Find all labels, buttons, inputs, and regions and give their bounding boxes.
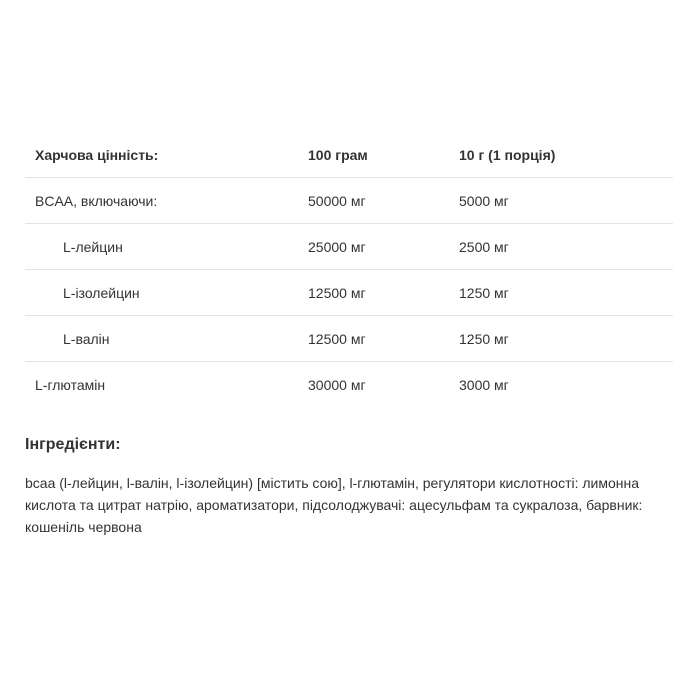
row-per-100g: 30000 мг: [308, 376, 366, 393]
table-row: [25, 316, 673, 362]
nutrition-table: [25, 133, 673, 407]
header-per-100g: 100 грам: [308, 147, 368, 163]
ingredients-title: Інгредієнти:: [25, 436, 121, 453]
row-name: L-ізолейцин: [63, 284, 140, 301]
row-name: L-глютамін: [35, 376, 106, 393]
row-per-serving: 1250 мг: [459, 330, 509, 347]
table-header-row: [25, 133, 673, 178]
row-name: BCAA, включаючи:: [35, 192, 158, 209]
row-name: L-валін: [63, 330, 110, 347]
table-row: [25, 224, 673, 270]
table-row: [25, 270, 673, 316]
table-row: [25, 362, 673, 407]
row-per-serving: 5000 мг: [459, 192, 509, 209]
row-per-serving: 1250 мг: [459, 284, 509, 301]
row-name: L-лейцин: [63, 238, 123, 255]
header-per-serving: 10 г (1 порція): [459, 147, 556, 163]
table-row: [25, 178, 673, 224]
row-per-100g: 25000 мг: [308, 238, 366, 255]
header-nutrition-value: Харчова цінність:: [35, 147, 159, 163]
row-per-serving: 2500 мг: [459, 238, 509, 255]
ingredients-text: bcaa (l-лейцин, l-валін, l-ізолейцин) [містить сою], l-глютамін, регулятори кислотності: лимонна кислота та цитрат натрію, ароматизатори, підсолоджувачі: ацесульфам та сукралоза, барвник: кошеніль червона: [25, 475, 643, 535]
row-per-100g: 12500 мг: [308, 284, 366, 301]
row-per-serving: 3000 мг: [459, 376, 509, 393]
row-per-100g: 12500 мг: [308, 330, 366, 347]
row-per-100g: 50000 мг: [308, 192, 366, 209]
ingredients-section: [25, 436, 675, 538]
